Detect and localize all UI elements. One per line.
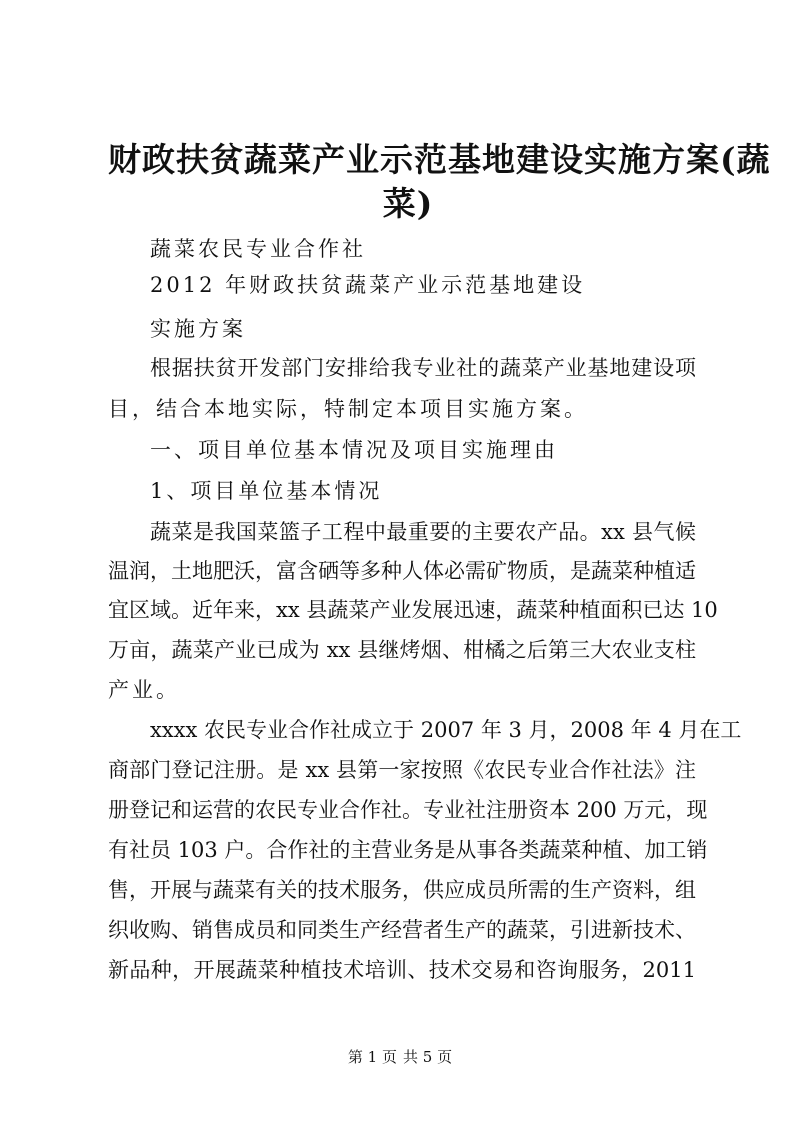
paragraph-line: 册登记和运营的农民专业合作社。专业社注册资本 200 万元，现 <box>108 798 708 822</box>
paragraph-line: 产业。 <box>108 678 180 702</box>
page-total: 共 5 页 <box>403 1048 453 1066</box>
paragraph-line: xxxx 农民专业合作社成立于 2007 年 3 月，2008 年 4 月在工 <box>150 718 742 742</box>
paragraph-line: 目，结合本地实际，特制定本项目实施方案。 <box>108 397 588 421</box>
paragraph-line: 售，开展与蔬菜有关的技术服务，供应成员所需的生产资料，组 <box>108 878 696 902</box>
title-line: 菜) <box>382 184 434 223</box>
paragraph-line: 温润，土地肥沃，富含硒等多种人体必需矿物质，是蔬菜种植适 <box>108 559 696 583</box>
section-heading: 一、项目单位基本情况及项目实施理由 <box>150 438 558 462</box>
paragraph-line: 织收购、销售成员和同类生产经营者生产的蔬菜，引进新技术、 <box>108 918 696 942</box>
paragraph-line: 实施方案 <box>150 317 246 341</box>
document-title <box>108 138 771 226</box>
paragraph-line: 新品种，开展蔬菜种植技术培训、技术交易和咨询服务，2011 <box>108 958 696 982</box>
paragraph-line: 蔬菜农民专业合作社 <box>150 237 366 261</box>
page-number: 第 1 页 <box>347 1048 397 1066</box>
paragraph-line: 宜区域。近年来，xx 县蔬菜产业发展迅速，蔬菜种植面积已达 10 <box>108 598 718 622</box>
title-line: 财政扶贫蔬菜产业示范基地建设实施方案(蔬 <box>108 140 771 179</box>
paragraph-line: 有社员 103 户。合作社的主营业务是从事各类蔬菜种植、加工销 <box>108 838 708 862</box>
paragraph-line: 根据扶贫开发部门安排给我专业社的蔬菜产业基地建设项 <box>150 356 696 380</box>
paragraph-line: 万亩，蔬菜产业已成为 xx 县继烤烟、柑橘之后第三大农业支柱 <box>108 638 696 662</box>
page-footer <box>0 1047 800 1067</box>
paragraph-line: 蔬菜是我国菜篮子工程中最重要的主要农产品。xx 县气候 <box>150 520 696 544</box>
subsection-heading: 1、项目单位基本情况 <box>150 479 383 503</box>
paragraph-line: 2012 年财政扶贫蔬菜产业示范基地建设 <box>150 273 586 297</box>
paragraph-line: 商部门登记注册。是 xx 县第一家按照《农民专业合作社法》注 <box>108 758 696 782</box>
